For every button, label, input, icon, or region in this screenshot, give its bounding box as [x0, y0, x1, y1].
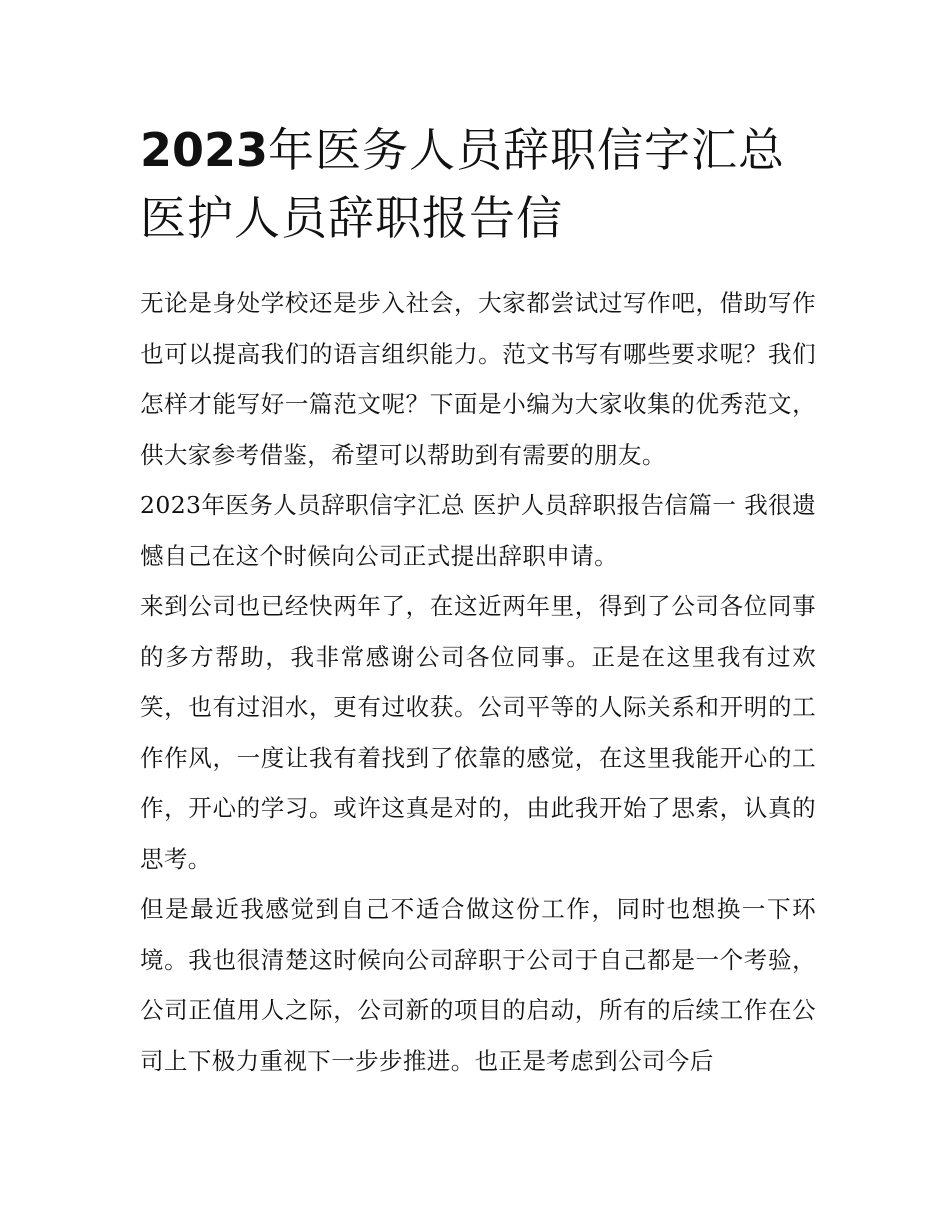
paragraph-heading-line: 2023年医务人员辞职信字汇总 医护人员辞职报告信篇一 我很遗憾自己在这个时候向公司正式提出辞职申请。 — [140, 491, 816, 570]
paragraph-intro: 无论是身处学校还是步入社会，大家都尝试过写作吧，借助写作也可以提高我们的语言组织能力。范文书写有哪些要求呢？我们怎样才能写好一篇范文呢？下面是小编为大家收集的优秀范文，供大家参考借鉴，希望可以帮助到有需要的朋友。 — [140, 289, 816, 469]
document-title — [140, 116, 820, 252]
paragraph-reason: 但是最近我感觉到自己不适合做这份工作，同时也想换一下环境。我也很清楚这时候向公司辞职于公司于自己都是一个考验，公司正值用人之际，公司新的项目的启动，所有的后续工作在公司上下极力重视下一步步推进。也正是考虑到公司今后 — [140, 895, 816, 1075]
title-year: 2023 — [140, 123, 269, 177]
paragraph-thanks: 来到公司也已经快两年了，在这近两年里，得到了公司各位同事的多方帮助，我非常感谢公司各位同事。正是在这里我有过欢笑，也有过泪水，更有过收获。公司平等的人际关系和开明的工作作风，一度让我有着找到了依靠的感觉，在这里我能开心的工作，开心的学习。或许这真是对的，由此我开始了思索，认真的思考。 — [140, 592, 816, 873]
document-body — [140, 278, 816, 1086]
title-text: 年医务人员辞职信字汇总医护人员辞职报告信 — [140, 123, 786, 245]
